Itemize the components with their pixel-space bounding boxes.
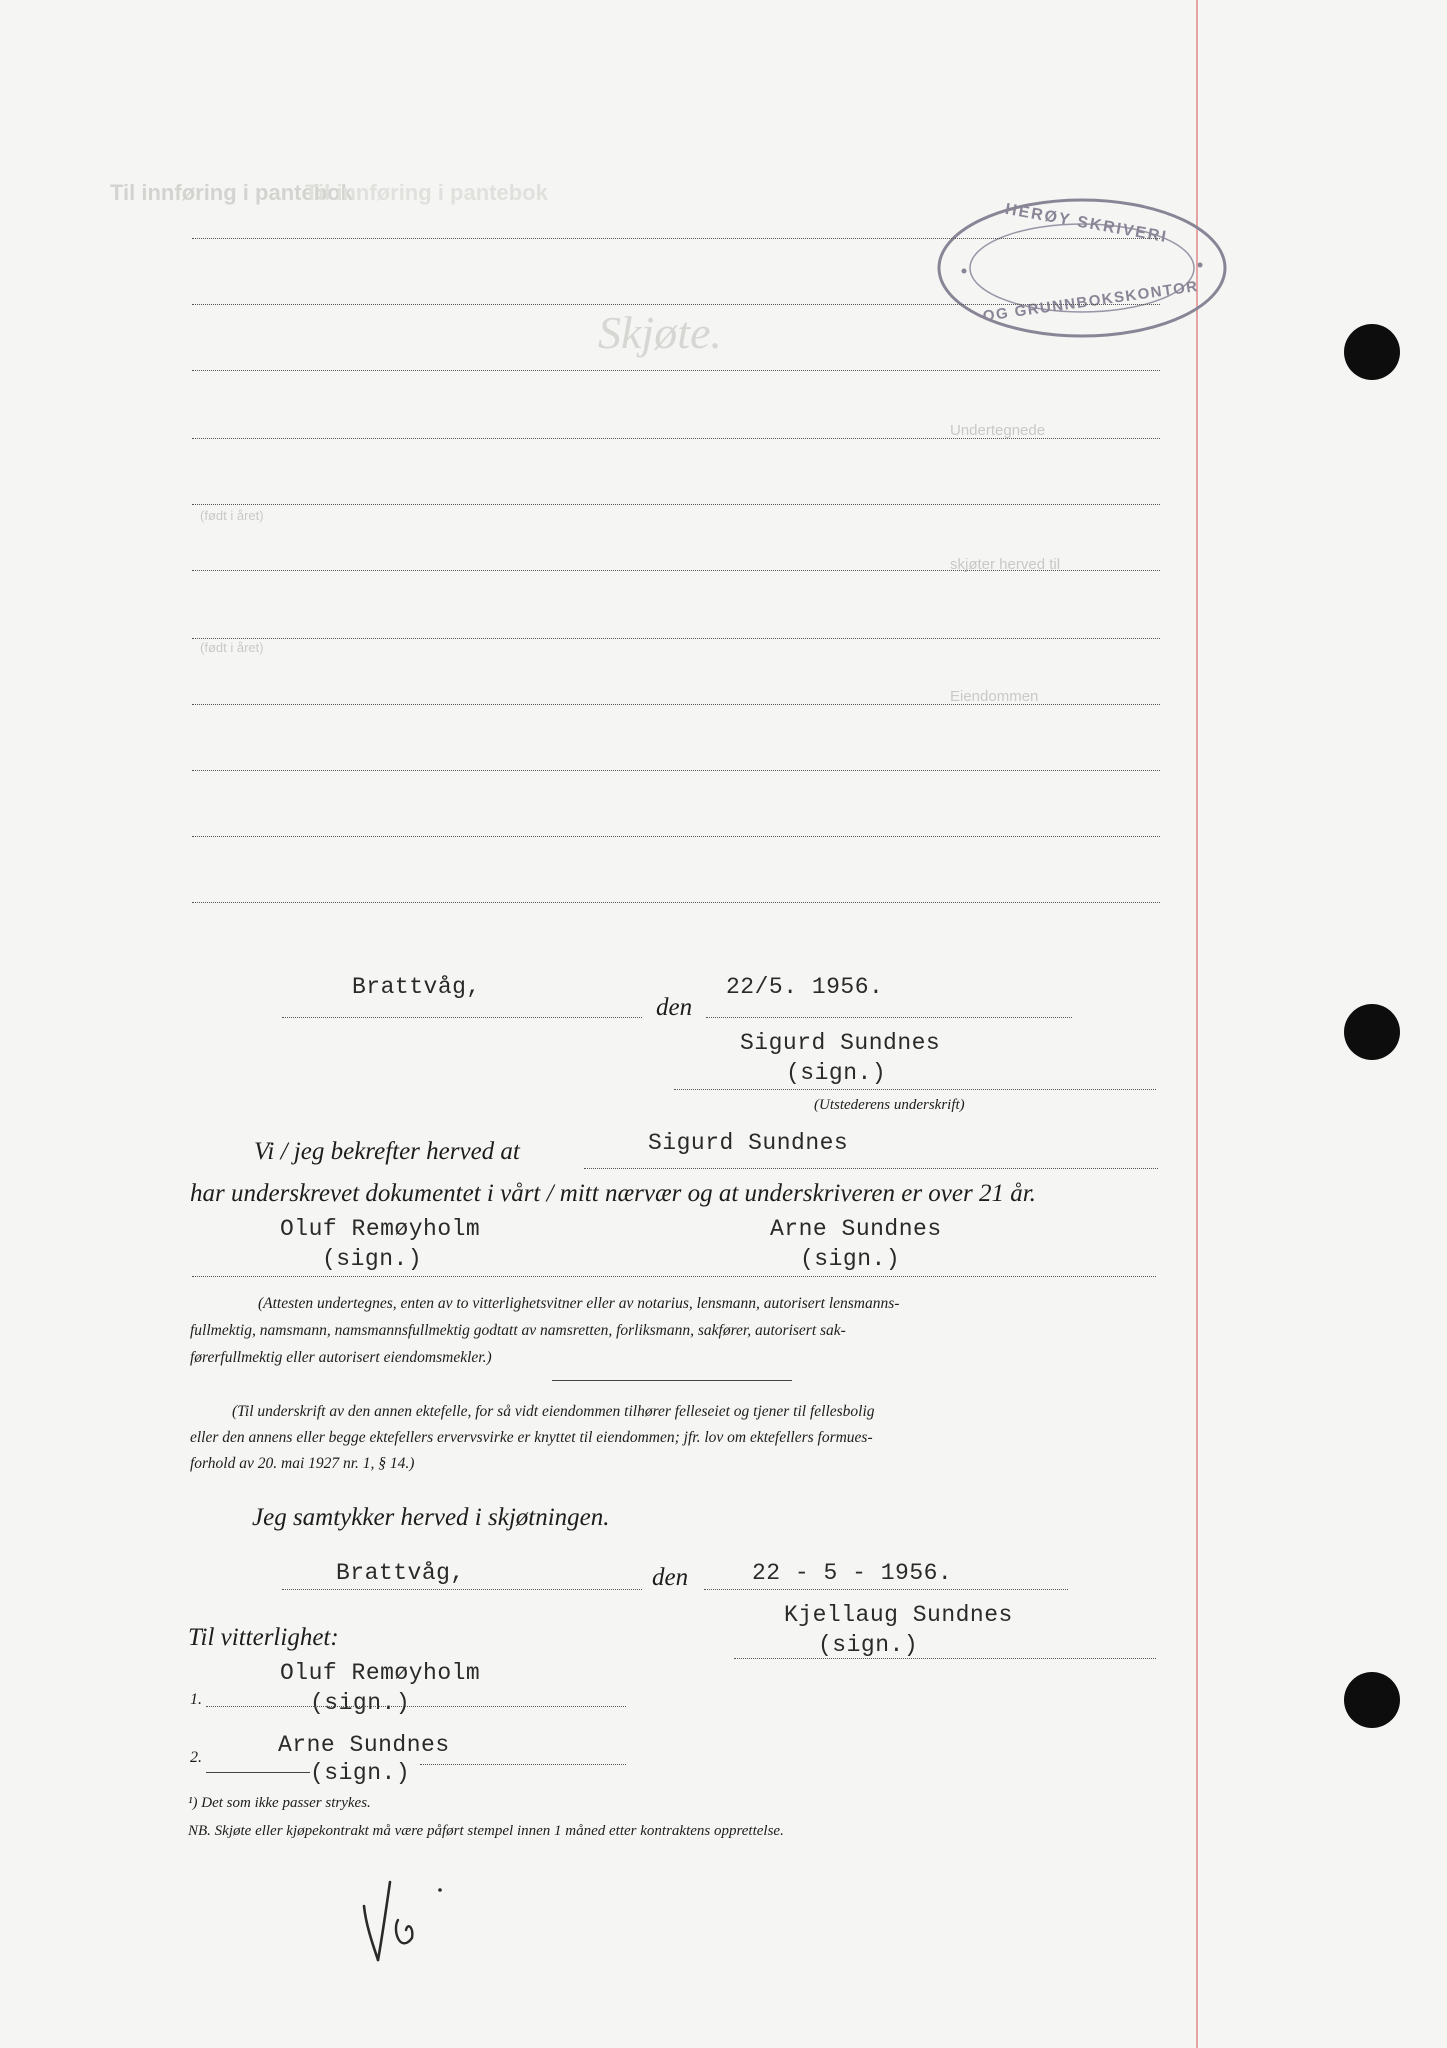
blank-line-3 [192, 370, 1160, 371]
attestation-intro: Vi / jeg bekrefter herved at [254, 1138, 520, 1165]
att-note-3: førerfullmektig eller autorisert eiendomsmekler.) [190, 1349, 492, 1366]
spouse-line [734, 1658, 1156, 1659]
ghost-label-2: (født i året) [200, 508, 264, 523]
blank-line-1 [192, 238, 1160, 239]
execution-den-label: den [656, 994, 693, 1021]
consent-date-line [704, 1589, 1068, 1590]
att-witness-2-name: Arne Sundnes [770, 1216, 942, 1242]
execution-date-line [706, 1017, 1072, 1018]
attestation-line2: har underskrevet dokumentet i vårt / mitt nærvær og at underskriveren er over 21 år. [190, 1180, 1036, 1207]
att-witness-2-sign: (sign.) [800, 1246, 901, 1272]
ghost-title: Skjøte. [598, 307, 722, 358]
witness-1-name: Oluf Remøyholm [280, 1660, 481, 1686]
signer-name: Sigurd Sundnes [740, 1030, 941, 1056]
execution-place: Brattvåg, [352, 974, 481, 1000]
witness-2-name: Arne Sundnes [278, 1732, 450, 1758]
execution-date: 22/5. 1956. [726, 974, 884, 1000]
section-divider [552, 1380, 792, 1381]
blank-line-9 [192, 770, 1160, 771]
att-witness-1-sign: (sign.) [322, 1246, 423, 1272]
stamp-bottom-text: OG GRUNNBOKSKONTOR [981, 277, 1200, 326]
signer-sign: (sign.) [786, 1060, 887, 1086]
ghost-label-4: (født i året) [200, 640, 264, 655]
footnote-1: ¹) Det som ikke passer strykes. [188, 1795, 371, 1811]
witness-1-sign: (sign.) [310, 1690, 411, 1716]
office-stamp [934, 195, 1230, 341]
spouse-note-3: forhold av 20. mai 1927 nr. 1, § 14.) [190, 1455, 415, 1472]
att-witness-1-name: Oluf Remøyholm [280, 1216, 481, 1242]
punch-hole-middle [1344, 1004, 1400, 1060]
execution-place-line [282, 1017, 642, 1018]
handwritten-initials [356, 1868, 456, 1968]
consent-place: Brattvåg, [336, 1560, 465, 1586]
witness-label: Til vitterlighet: [188, 1624, 339, 1651]
witness-2-line [420, 1764, 626, 1765]
stamp-top-text: HERØY SKRIVERI [1003, 200, 1169, 247]
witness-2-number: 2. [190, 1749, 202, 1766]
consent-den-label: den [652, 1564, 689, 1591]
att-witness-line [192, 1276, 1156, 1277]
ghost-label-3: skjøter herved til [950, 556, 1061, 573]
ghost-label-5: Eiendommen [950, 688, 1039, 705]
blank-line-10 [192, 836, 1160, 837]
ghost-label-1: Undertegnede [950, 422, 1046, 439]
attestation-signer: Sigurd Sundnes [648, 1130, 849, 1156]
signer-caption: (Utstederens underskrift) [814, 1097, 965, 1113]
header-faint-right: Til innføring i pantebok [305, 180, 548, 205]
witness-2-sign: (sign.) [310, 1760, 411, 1786]
consent-text: Jeg samtykker herved i skjøtningen. [252, 1504, 610, 1531]
att-note-1: (Attesten undertegnes, enten av to vitterlighetsvitner eller av notarius, lensmann, autorisert lensmanns- [258, 1295, 900, 1312]
attestation-signer-line [584, 1168, 1158, 1169]
spouse-name: Kjellaug Sundnes [784, 1602, 1013, 1628]
spouse-note-1: (Til underskrift av den annen ektefelle, for så vidt eiendommen tilhører felleseiet og tjener til fellesbolig [232, 1403, 875, 1420]
signer-line [674, 1089, 1156, 1090]
spouse-note-2: eller den annens eller begge ektefellers ervervsvirke er knyttet til eiendommen; jfr. lov om ektefellers formues- [190, 1429, 873, 1446]
spouse-sign: (sign.) [818, 1632, 919, 1658]
consent-date: 22 - 5 - 1956. [752, 1560, 953, 1586]
blank-line-6 [192, 570, 1160, 571]
footnote-nb: NB. Skjøte eller kjøpekontrakt må være påført stempel innen 1 måned etter kontraktens opprettelse. [188, 1823, 784, 1839]
blank-line-4 [192, 438, 1160, 439]
consent-place-line [282, 1589, 642, 1590]
blank-line-7 [192, 638, 1160, 639]
blank-line-2 [192, 304, 1160, 305]
header-faint-left: Til innføring i pantebok [110, 180, 353, 205]
blank-line-5 [192, 504, 1160, 505]
att-note-2: fullmektig, namsmann, namsmannsfullmektig godtatt av namsretten, forliksmann, sakfører, autorisert sak- [190, 1322, 846, 1339]
witness-1-number: 1. [190, 1691, 202, 1708]
blank-line-11 [192, 902, 1160, 903]
witness-2-line-solid [206, 1772, 310, 1773]
punch-hole-bottom [1344, 1672, 1400, 1728]
blank-line-8 [192, 704, 1160, 705]
witness-1-line [206, 1706, 626, 1707]
punch-hole-top [1344, 324, 1400, 380]
